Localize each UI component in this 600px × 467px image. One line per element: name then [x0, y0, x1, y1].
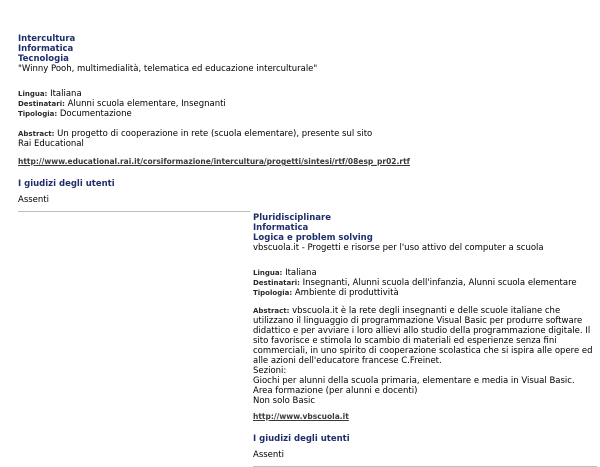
- resource-entry-1: [18, 34, 410, 212]
- audience-row: Destinatari: Insegnanti, Alunni scuola dell'infanzia, Alunni scuola elementare: [253, 278, 577, 288]
- language-row: Lingua: Italiana: [18, 89, 82, 99]
- category-link[interactable]: Pluridisciplinare: [253, 213, 331, 223]
- type-row: Tipologia: Documentazione: [18, 109, 132, 119]
- abstract: Abstract: vbscuola.it è la rete degli insegnanti e delle scuole italiane che utilizzano il linguaggio di programmazione Visual Basic per produrre software didattico e per avviare i loro allievi allo studio della programmazione digitale. Il sito favorisce e stimola lo scambio di materiali ed esperienze senza fini commerciali, in uno spirito di cooperazione scolastica che si ispira alle opere ed alle azioni dell'educatore francese C.Freinet.: [253, 306, 593, 366]
- sections-list: [253, 366, 598, 406]
- divider: [18, 211, 250, 212]
- abstract: Abstract: Un progetto di cooperazione in rete (scuola elementare), presente sul sito Rai Educational: [18, 129, 373, 149]
- user-reviews-heading: I giudizi degli utenti: [18, 179, 115, 189]
- user-reviews-value: Assenti: [18, 195, 49, 205]
- resource-entry-2: [253, 213, 598, 467]
- user-reviews-value: Assenti: [253, 450, 284, 460]
- resource-title: "Winny Pooh, multimedialità, telematica ed educazione interculturale": [18, 64, 318, 74]
- list-item: Non solo Basic: [253, 396, 316, 406]
- resource-url-link[interactable]: http://www.vbscuola.it: [253, 412, 349, 421]
- type-row: Tipologia: Ambiente di produttività: [253, 288, 399, 298]
- audience-row: Destinatari: Alunni scuola elementare, Insegnanti: [18, 99, 226, 109]
- category-link[interactable]: Informatica: [253, 223, 309, 233]
- resource-title: vbscuola.it - Progetti e risorse per l'uso attivo del computer a scuola: [253, 243, 544, 253]
- user-reviews-heading: I giudizi degli utenti: [253, 434, 350, 444]
- list-item: Giochi per alunni della scuola primaria, elementare e media in Visual Basic.: [253, 376, 575, 386]
- language-row: Lingua: Italiana: [253, 268, 317, 278]
- sections-label: Sezioni:: [253, 366, 287, 376]
- category-link[interactable]: Logica e problem solving: [253, 233, 373, 243]
- category-link[interactable]: Tecnologia: [18, 54, 69, 64]
- category-link[interactable]: Informatica: [18, 44, 74, 54]
- category-link[interactable]: Intercultura: [18, 34, 76, 44]
- resource-url-link[interactable]: http://www.educational.rai.it/corsiformazione/intercultura/progetti/sintesi/rtf/08esp_pr02.rtf: [18, 157, 410, 166]
- list-item: Area formazione (per alunni e docenti): [253, 386, 418, 396]
